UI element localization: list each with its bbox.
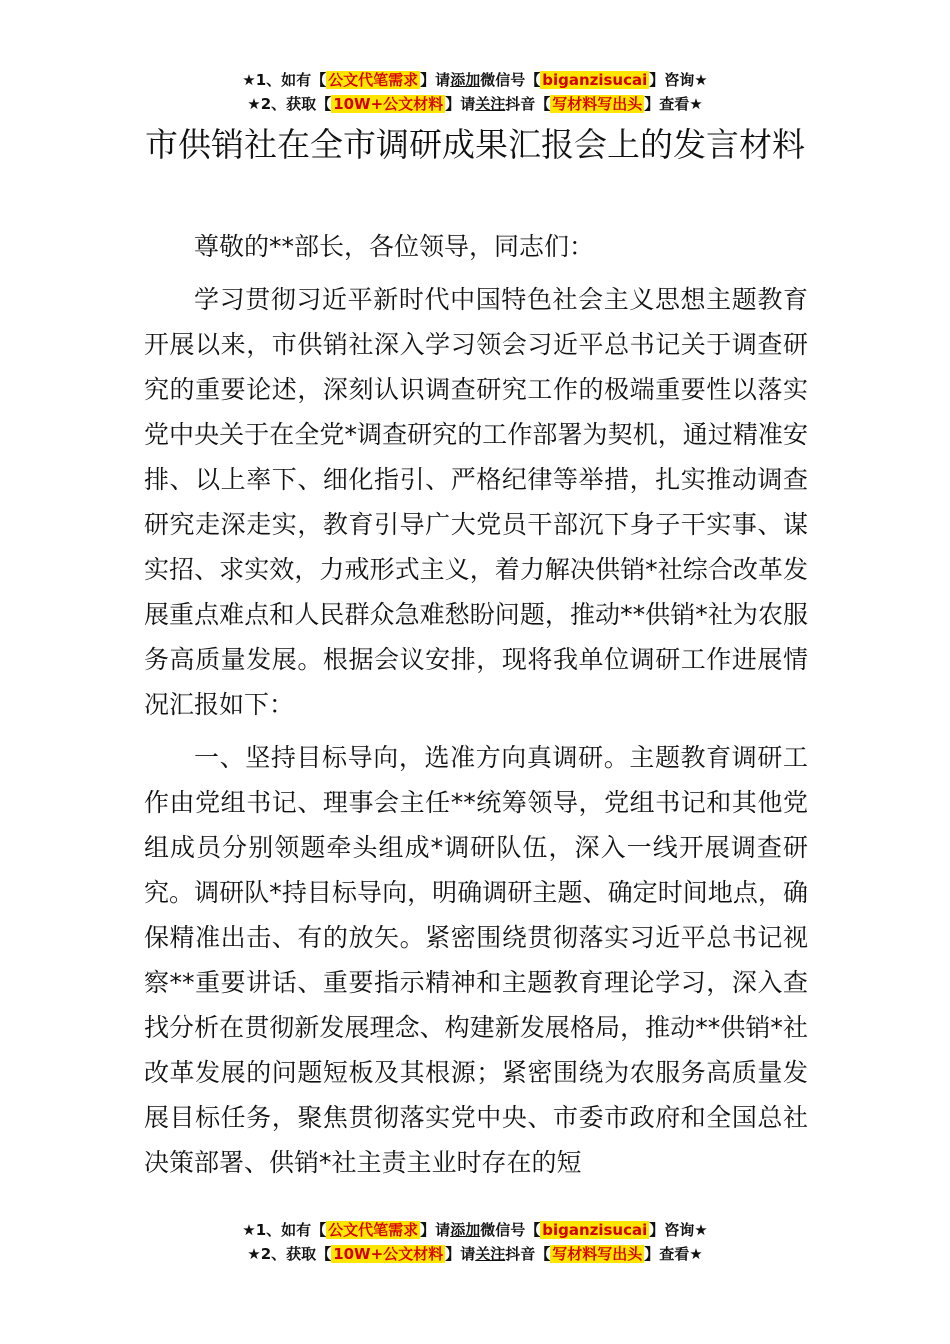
- banner-underlined-text: 关注: [475, 1245, 506, 1263]
- banner-text: ★1、如有【: [242, 1221, 327, 1239]
- banner-text: 抖音【: [505, 95, 551, 113]
- banner-highlight: biganzisucai: [542, 1221, 648, 1239]
- banner-line-1: [0, 1218, 950, 1242]
- banner-text: 】咨询★: [649, 1221, 708, 1239]
- banner-text: 】查看★: [644, 1245, 703, 1263]
- banner-line-2: [0, 92, 950, 116]
- banner-highlight: biganzisucai: [542, 71, 648, 89]
- document-title: 市供销社在全市调研成果汇报会上的发言材料: [145, 125, 805, 164]
- banner-highlight: 10W+公文材料: [333, 95, 444, 113]
- greeting: 尊敬的**部长，各位领导，同志们：: [194, 232, 595, 261]
- banner-text: ★2、获取【: [247, 1245, 332, 1263]
- footer-banner: [0, 1218, 950, 1266]
- banner-text: 抖音【: [505, 1245, 551, 1263]
- banner-text: 】咨询★: [649, 71, 708, 89]
- banner-text: 微信号【: [480, 71, 541, 89]
- banner-text: 】请: [420, 71, 451, 89]
- banner-underlined-text: 添加: [450, 71, 481, 89]
- banner-text: 】查看★: [644, 95, 703, 113]
- banner-line-2: [0, 1242, 950, 1266]
- paragraph-intro: 学习贯彻习近平新时代中国特色社会主义思想主题教育开展以来，市供销社深入学习领会习近平总书记关于调查研究的重要论述，深刻认识调查研究工作的极端重要性以落实党中央关于在全党*调查研究的工作部署为契机，通过精准安排、以上率下、细化指引、严格纪律等举措，扎实推动调查研究走深走实，教育引导广大党员干部沉下身子干实事、谋实招、求实效，力戒形式主义，着力解决供销*社综合改革发展重点难点和人民群众急难愁盼问题，推动**供销*社为农服务高质量发展。根据会议安排，现将我单位调研工作进展情况汇报如下：: [144, 285, 808, 719]
- banner-text: ★1、如有【: [242, 71, 327, 89]
- banner-highlight: 公文代笔需求: [328, 1221, 419, 1239]
- banner-line-1: [0, 68, 950, 92]
- banner-highlight: 写材料写出头: [552, 1245, 643, 1263]
- header-banner: [0, 68, 950, 116]
- banner-highlight: 公文代笔需求: [328, 71, 419, 89]
- banner-text: ★2、获取【: [247, 95, 332, 113]
- paragraph-section-1: 一、坚持目标导向，选准方向真调研。主题教育调研工作由党组书记、理事会主任**统筹领导，党组书记和其他党组成员分别领题牵头组成*调研队伍，深入一线开展调查研究。调研队*持目标导向，明确调研主题、确定时间地点，确保精准出击、有的放矢。紧密围绕贯彻落实习近平总书记视察**重要讲话、重要指示精神和主题教育理论学习，深入查找分析在贯彻新发展理念、构建新发展格局，推动**供销*社改革发展的问题短板及其根源；紧密围绕为农服务高质量发展目标任务，聚焦贯彻落实党中央、市委市政府和全国总社决策部署、供销*社主责主业时存在的短: [144, 743, 808, 1177]
- banner-highlight: 10W+公文材料: [333, 1245, 444, 1263]
- banner-text: 】请: [445, 1245, 476, 1263]
- banner-text: 微信号【: [480, 1221, 541, 1239]
- banner-underlined-text: 关注: [475, 95, 506, 113]
- banner-text: 】请: [420, 1221, 451, 1239]
- banner-text: 】请: [445, 95, 476, 113]
- document-body: [144, 224, 808, 1185]
- banner-underlined-text: 添加: [450, 1221, 481, 1239]
- banner-highlight: 写材料写出头: [552, 95, 643, 113]
